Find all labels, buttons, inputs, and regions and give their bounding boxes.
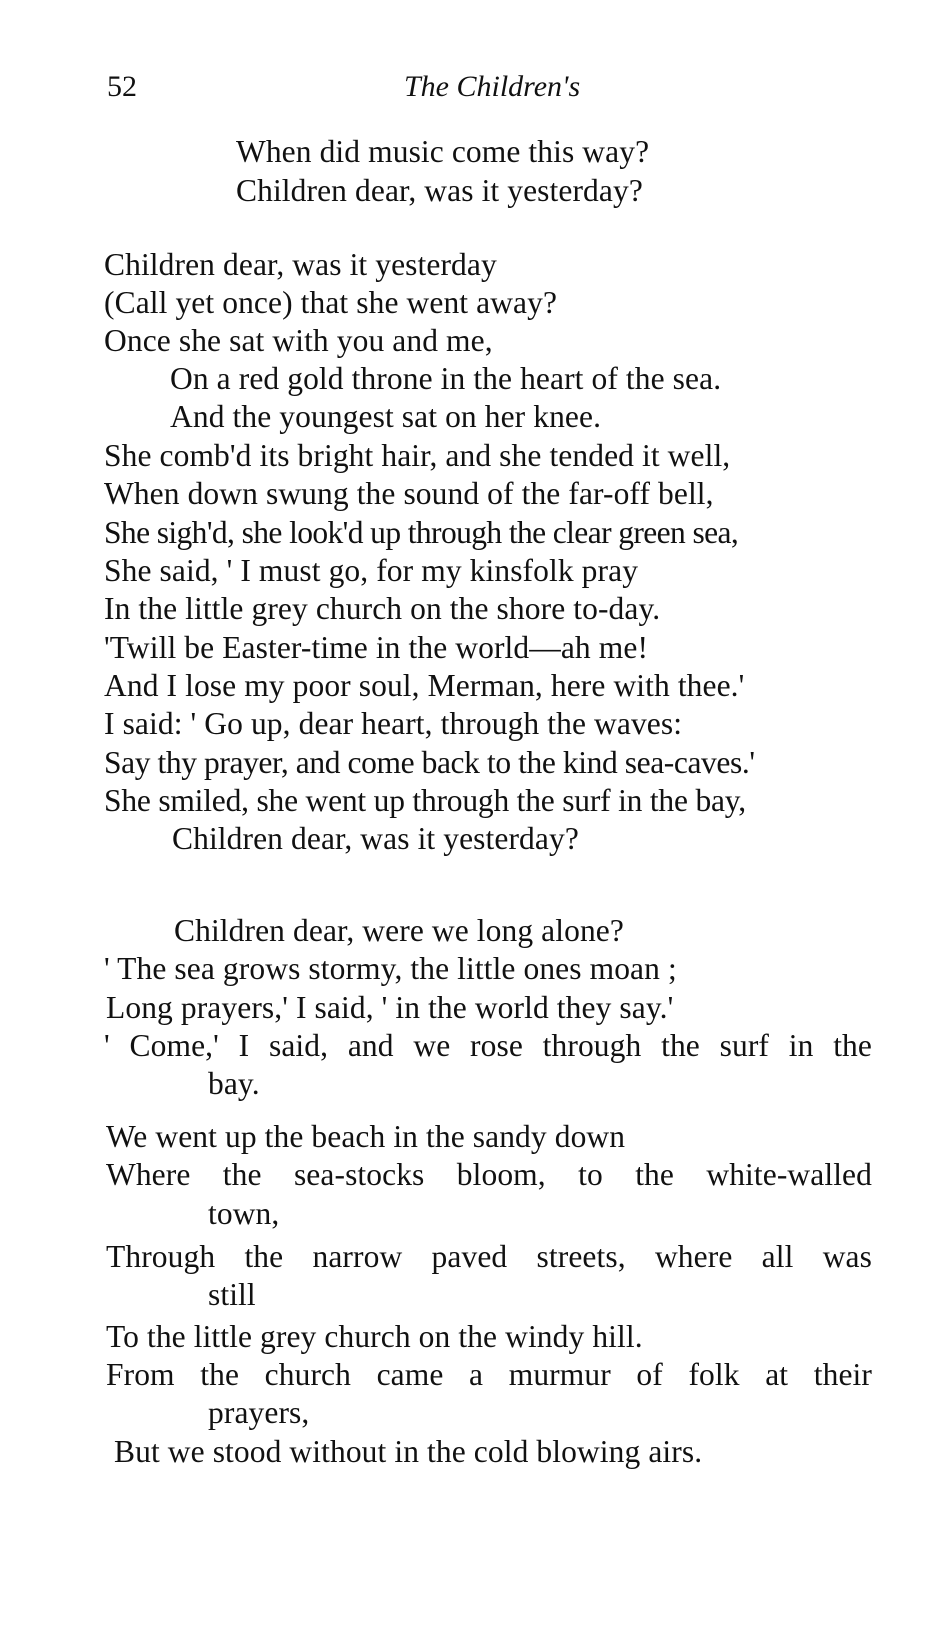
poem-line: town, [208,1196,280,1231]
poem-line: Children dear, was it yesterday [104,247,497,282]
poem-line: Children dear, was it yesterday? [172,821,579,856]
poem-line: ' The sea grows stormy, the little ones moan ; [104,951,677,986]
poem-line: But we stood without in the cold blowing airs. [114,1434,703,1469]
poem-line: Where the sea-stocks bloom, to the white-walled [106,1157,872,1192]
poem-line: When did music come this way? [236,134,650,169]
poem-line: bay. [208,1066,260,1101]
poem-line: She said, ' I must go, for my kinsfolk pray [104,553,639,588]
poem-line: ' Come,' I said, and we rose through the surf in the [104,1028,872,1063]
poem-line: To the little grey church on the windy hill. [106,1319,643,1354]
poem-line: On a red gold throne in the heart of the sea. [170,361,722,396]
poem-line: And I lose my poor soul, Merman, here with thee.' [104,668,745,703]
poem-line: Long prayers,' I said, ' in the world they say.' [106,990,674,1025]
poem-line: She comb'd its bright hair, and she tended it well, [104,438,731,473]
poem-line: She smiled, she went up through the surf in the bay, [104,783,746,818]
poem-line: prayers, [208,1395,310,1430]
page-header [0,70,936,114]
poem-line: 'Twill be Easter-time in the world—ah me! [104,630,649,665]
running-title: The Children's [404,70,581,103]
poem-line: Through the narrow paved streets, where all was [106,1239,872,1274]
poem-line: She sigh'd, she look'd up through the clear green sea, [104,515,739,550]
poem-line: In the little grey church on the shore to-day. [104,591,661,626]
poem-line: From the church came a murmur of folk at their [106,1357,872,1392]
page-number: 52 [107,70,137,103]
poem-line: When down swung the sound of the far-off bell, [104,476,714,511]
poem-line: And the youngest sat on her knee. [170,399,602,434]
poem-line: Children dear, were we long alone? [174,913,624,948]
poem-line: I said: ' Go up, dear heart, through the waves: [104,706,683,741]
poem-line: We went up the beach in the sandy down [106,1119,626,1154]
poem-line: still [208,1277,256,1312]
poem-line: Children dear, was it yesterday? [236,173,643,208]
poem-line: (Call yet once) that she went away? [104,285,558,320]
poem-line: Say thy prayer, and come back to the kind sea-caves.' [104,745,755,780]
poem-line: Once she sat with you and me, [104,323,493,358]
